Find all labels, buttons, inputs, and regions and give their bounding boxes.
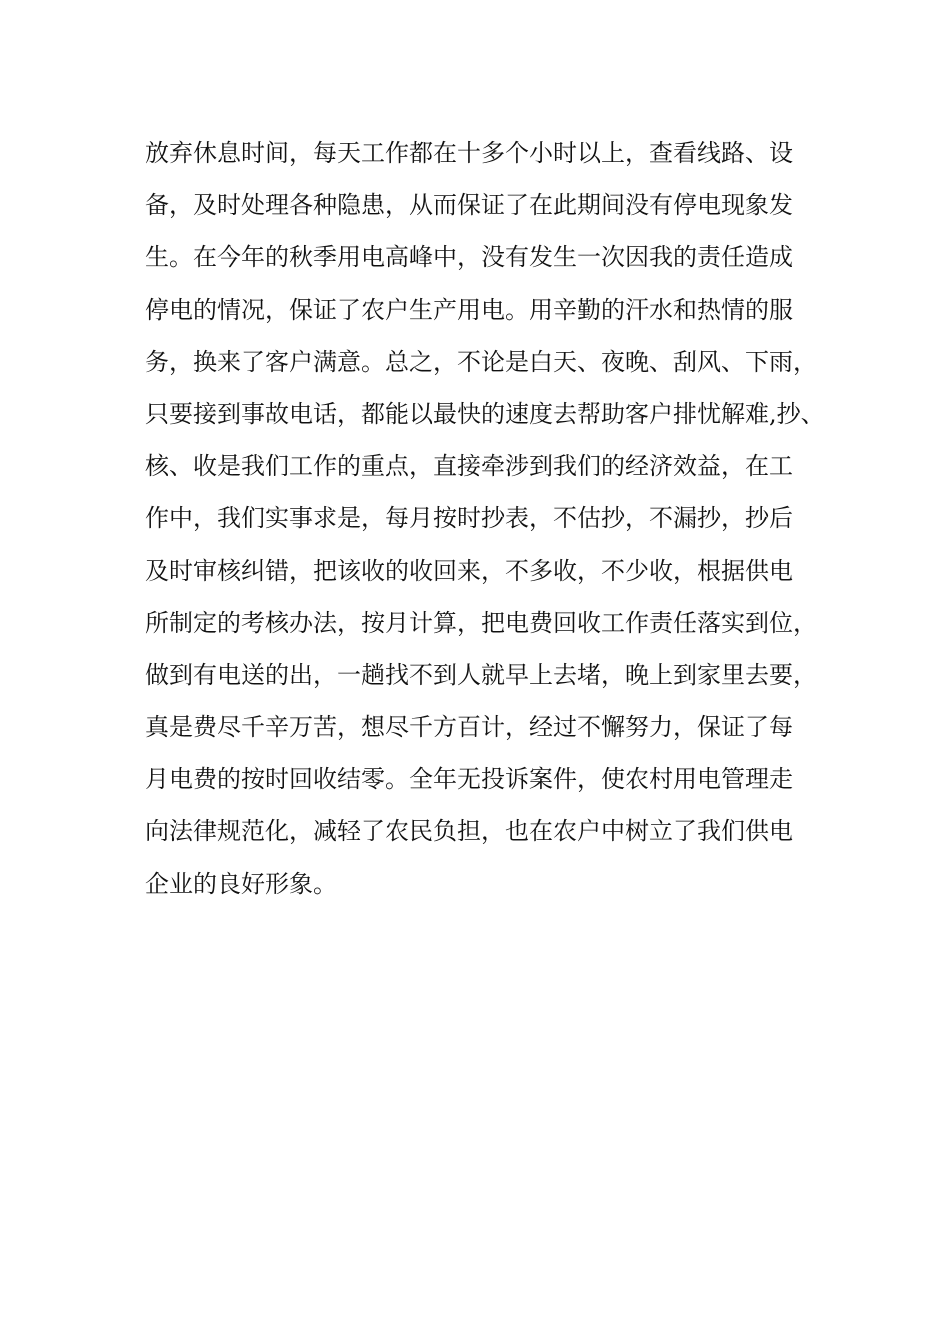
text-line: 企业的良好形象。 xyxy=(145,869,337,898)
text-line: 放弃休息时间，每天工作都在十多个小时以上，查看线路、设 xyxy=(145,139,793,167)
text-line: 向法律规范化，减轻了农民负担，也在农户中树立了我们供电 xyxy=(145,817,793,846)
text-line: 月电费的按时回收结零。全年无投诉案件，使农村用电管理走 xyxy=(145,765,793,794)
text-line: 务，换来了客户满意。总之，不论是白天、夜晚、刮风、下雨， xyxy=(145,347,817,376)
text-line: 停电的情况，保证了农户生产用电。用辛勤的汗水和热情的服 xyxy=(145,295,793,324)
text-line: 备，及时处理各种隐患，从而保证了在此期间没有停电现象发 xyxy=(145,191,793,220)
text-line: 所制定的考核办法，按月计算，把电费回收工作责任落实到位， xyxy=(145,608,817,637)
body-paragraph xyxy=(145,133,845,916)
text-line: 作中，我们实事求是，每月按时抄表，不估抄，不漏抄，抄后 xyxy=(145,504,793,533)
text-line: 真是费尽千辛万苦，想尽千方百计，经过不懈努力，保证了每 xyxy=(145,713,793,742)
text-line: 只要接到事故电话，都能以最快的速度去帮助客户排忧解难,抄、 xyxy=(145,399,825,428)
text-line: 及时审核纠错，把该收的收回来，不多收，不少收，根据供电 xyxy=(145,556,793,585)
text-line: 生。在今年的秋季用电高峰中，没有发生一次因我的责任造成 xyxy=(145,243,793,272)
text-line: 核、收是我们工作的重点，直接牵涉到我们的经济效益，在工 xyxy=(145,452,793,481)
text-line: 做到有电送的出，一趟找不到人就早上去堵，晚上到家里去要， xyxy=(145,660,817,689)
